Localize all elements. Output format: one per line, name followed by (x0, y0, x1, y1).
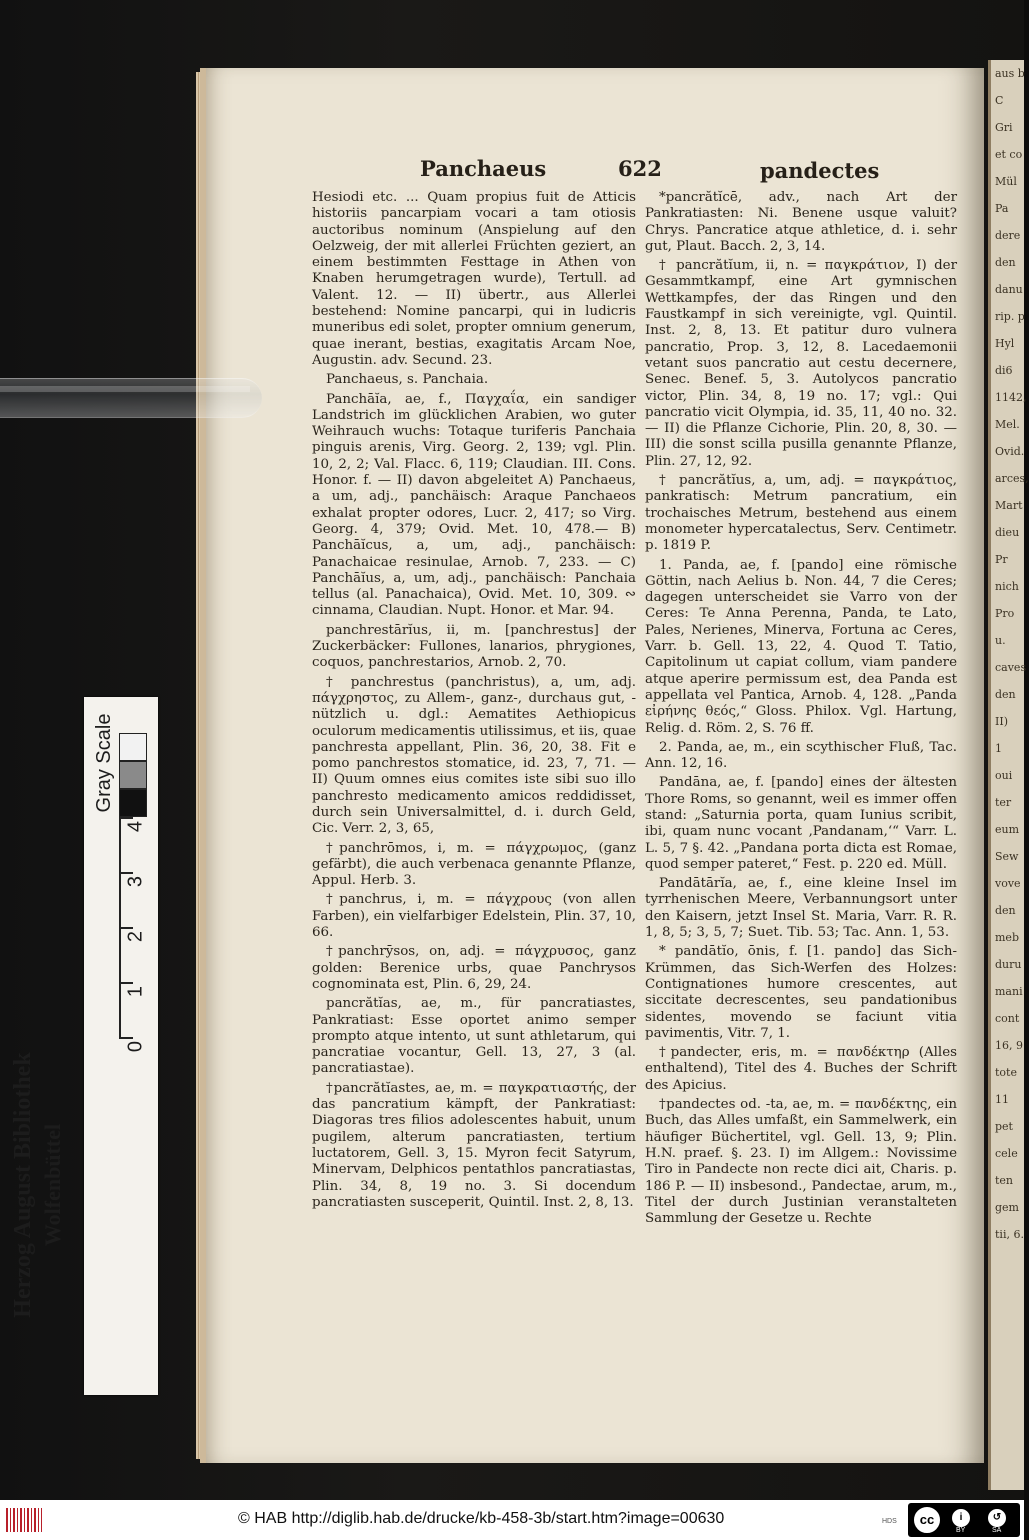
next-page-fragment: 16, 9 (995, 1039, 1023, 1052)
next-page-fragment: caves (995, 661, 1027, 674)
dictionary-entry: † panchrestus (panchristus), a, um, adj. πάγχρηστος, zu Allem-, ganz-, durchaus gut, -nützlich u. dgl.: Aematites Aethiopicus oculorum medicamentis utilissimus, et iis, quae panchresta appellant, Plin. 36, 20, 38. Fit e pomo panchrestos stomatice, id. 23, 7, 71. — II) Quum omnes eius comites iste sibi suo illo panchresto medicamento amicos reddidisset, durch sein Universalmittel, d. i. durch Geld, Cic. Verr. 2, 3, 65, (312, 674, 636, 837)
library-city: Wolfenbüttel (40, 1123, 65, 1247)
next-page-fragment: eum (995, 823, 1020, 836)
next-page-fragment: C (995, 94, 1004, 107)
next-page-fragment: Mart (995, 499, 1023, 512)
next-page-edge (988, 60, 1029, 1490)
dictionary-entry: 2. Panda, ae, m., ein scythischer Fluß, Tac. Ann. 12, 16. (645, 739, 957, 772)
next-page-fragment: rip. p (995, 310, 1025, 323)
gray-scale-label (93, 708, 115, 818)
next-page-fragment: Pa (995, 202, 1009, 215)
next-page-fragment: 11 (995, 1093, 1009, 1106)
dictionary-entry: † pancrătĭus, a, um, adj. = παγκράτιος, pankratisch: Metrum pancratium, ein trochaisches Metrum, bestehend aus einem monometer hypercatalectus, Serv. Centimetr. p. 1819 P. (645, 473, 957, 554)
by-attribution-icon: i (950, 1507, 972, 1529)
dictionary-entry: †pandecter, eris, m. = πανδέκτηρ (Alles enthaltend), Titel des 4. Buches der Schrift des Apicius. (645, 1045, 957, 1093)
dictionary-entry: † pancrătĭum, ii, n. = παγκράτιον, I) der Gesammtkampf, eine Art gymnischen Wettkampfes, der das Ringen und den Faustkampf in sich vereinigte, vgl. Quintil. Inst. 2, 8, 13. Et patitur duro vulnera pancratio, Prop. 3, 12, 8. Lacedaemonii vetant suos pancratio aut cestu decernere, Senec. Benef. 5, 3. Autolycos pancratio victor, Plin. 34, 8, 19 no. 17; vgl.: Qui pancratio vicit Olympia, id. 35, 11, 40 no. 32. — II) die Pflanze Cichorie, Plin. 20, 8, 30. — III) die sonst scilla pusilla genannte Pflanze, Plin. 27, 12, 92. (645, 258, 957, 469)
next-page-fragment: dieu (995, 526, 1020, 539)
dictionary-entry: 1. Panda, ae, f. [pando] eine römische Göttin, nach Aelius b. Non. 44, 7 die Ceres; dagegen unterscheidet sie Varro von der Ceres: Te Anna Perenna, Panda, te Lato, Pales, Nerienes, Minerva, Fortuna ac Ceres, Varr. b. Gell. 13, 22, 4. Quod T. Tatio, Capitolinum ut capiat collum, viam pandere atque aperire permissum est, dea Panda est appellata vel Pantica, Arnob. 4, 128. „Panda εἰρήνης θεός,“ Gloss. Philox. Vgl. Hartung, Relig. d. Röm. 2, S. 76 ff. (645, 557, 957, 736)
next-page-fragment: u. (995, 634, 1006, 647)
header-right-word: pandectes (760, 158, 880, 183)
dictionary-entry: pancrătĭas, ae, m., für pancratiastes, Pankratiast: Esse oportet animo semper prompto atque intento, ut sunt athletarum, qui pancratiae vocantur, Gell. 13, 27, 3 (al. pancratiastae). (312, 996, 636, 1077)
next-page-fragments (991, 60, 1029, 1248)
next-page-fragment: 1142, (995, 391, 1027, 404)
next-page-fragment: pet (995, 1120, 1013, 1133)
source-link[interactable]: © HAB http://diglib.hab.de/drucke/kb-458-3b/start.htm?image=00630 (238, 1510, 725, 1527)
dictionary-entry: Hesiodi etc. ... Quam propius fuit de Atticis historiis pancarpiam vocari a tam otiosis auctoribus nominum (Anspielung auf den Oelzweig, der mit allerlei Früchten geziert, an einem bestimmten Festtage in Athen von Knaben herumgetragen wurde), Tertull. ad Valent. 12. — II) übertr., aus Allerlei bestehend: Nomine pancarpi, qui in ludicris muneribus edi solet, propter omnium generum, quae inerant, bestias, exagitatis Arcam Noe, Augustin. adv. Secund. 23. (312, 190, 636, 368)
next-page-fragment: Ovid. (995, 445, 1025, 458)
next-page-fragment: Sew (995, 850, 1019, 863)
dictionary-entry: panchrestārĭus, ii, m. [panchrestus] der Zuckerbäcker: Fullones, lanarios, phrygiones, coquos, panchrestarios, Arnob. 2, 70. (312, 622, 636, 671)
page-number: 622 (618, 156, 662, 181)
dictionary-entry: Panchaeus, s. Panchaia. (326, 372, 489, 388)
hab-logo-icon (6, 1508, 42, 1532)
next-page-fragment: den (995, 688, 1016, 701)
scanner-clip-shine (0, 386, 250, 392)
ruler-number-1: 1 (124, 985, 147, 998)
next-page-fragment: dere (995, 229, 1021, 242)
next-page-fragment: den (995, 256, 1016, 269)
next-page-fragment: Mül (995, 175, 1017, 188)
next-page-fragment: tii, 6. (995, 1228, 1024, 1241)
next-page-fragment: et co (995, 148, 1023, 161)
running-head (420, 156, 880, 186)
footer-bar (0, 1500, 1024, 1540)
next-page-fragment: arces, (995, 472, 1029, 485)
dictionary-entry: Panchāĭa, ae, f., Παγχαΐα, ein sandiger Landstrich im glücklichen Arabien, wo guter Weihrauch wuchs: Totaque turiferis Panchaia pinguis arenis, Virg. Georg. 2, 139; vgl. Plin. 10, 2, 2; Val. Flacc. 6, 119; Claudian. III. Cons. Honor. f. — II) davon abgeleitet A) Panchaeus, a um, adj., panchäisch: Araque Panchaeos exhalat propter odores, Lucr. 2, 417; so Virg. Georg. 4, 379; Ovid. Met. 10, 478.— B) Panchāĭcus, a, um, adj., panchäisch: Panachaicae resinulae, Arnob. 7, 233. — C) Panchāĭus, a, um, adj., panchäisch: Panchaia tellus (al. Panachaica), Ovid. Met. 10, 309. ∾ cinnama, Claudian. Nupt. Honor. et Mar. 94. (312, 391, 636, 619)
dictionary-entry: †pandectes od. -ta, ae, m. = πανδέκτης, ein Buch, das Alles umfaßt, ein Sammelwerk, ein häufiger Büchertitel, vgl. Gell. 13, 9; Plin. H.N. praef. §. 23. I) im Allgem.: Novissime Tiro in Pandecte non recte dici ait, Charis. p. 186 P. — II) insbesond., Pandectae, arum, m., Titel der durch Justinian veranstalteten Sammlung der Gesetze u. Rechte (645, 1097, 957, 1227)
next-page-fragment: danu (995, 283, 1023, 296)
next-page-fragment: duru (995, 958, 1022, 971)
next-page-fragment: den (995, 904, 1016, 917)
next-page-fragment: tote (995, 1066, 1017, 1079)
header-left-word: Panchaeus (420, 156, 547, 181)
ruler-number-4: 4 (124, 820, 147, 833)
next-page-fragment: mani (995, 985, 1023, 998)
dictionary-entry: * pandātĭo, ōnis, f. [1. pando] das Sich-Krümmen, das Sich-Werfen des Holzes: Contignationes humore crescentes, aut siccitate decrescentes, seu pandationibus sidentes, movendo se faciunt vitia pavimentis, Vitr. 7, 1. (645, 944, 957, 1041)
next-page-fragment: ten (995, 1174, 1014, 1187)
next-page-fragment: Hyl (995, 337, 1015, 350)
gray-swatch-mid (119, 761, 147, 789)
next-page-fragment: oui (995, 769, 1013, 782)
next-page-fragment: di6 (995, 364, 1013, 377)
gray-swatch-black (119, 789, 147, 817)
share-alike-icon: ↺ (986, 1507, 1008, 1529)
left-column (312, 190, 636, 1214)
dictionary-entry: †panchrōmos, i, m. = πάγχρωμος, (ganz gefärbt), die auch verbenaca genannte Pflanze, Appul. Herb. 3. (312, 840, 636, 889)
ruler-number-3: 3 (124, 875, 147, 888)
cc-icon: cc (912, 1505, 942, 1535)
scanner-clip (0, 378, 262, 418)
ruler-number-0: 0 (124, 1040, 147, 1053)
next-page-fragment: cele (995, 1147, 1018, 1160)
dictionary-entry: †panchrus, i, m. = πάγχρους (von allen Farben), ein vielfarbiger Edelstein, Plin. 37, 10, 66. (312, 892, 636, 941)
cc-license-badge[interactable] (908, 1503, 1020, 1537)
next-page-fragment: Pro (995, 607, 1015, 620)
next-page-fragment: II) (995, 715, 1008, 728)
library-label-title (8, 850, 74, 1520)
next-page-fragment: 1 (995, 742, 1002, 755)
dictionary-entry: †pancrătĭastes, ae, m. = παγκρατιαστής, der das pancratium kämpft, der Pankratiast: Diagoras tres filios adolescentes habuit, unum pugilem, alterum pancratiasten, tertium luctatorem, Gell. 3, 15. Myron fecit Satyrum, Minervam, Delphicos pentathlos pancratiastas, Plin. 34, 8, 19 no. 3. Si docendum pancratiasten susceperit, Quintil. Inst. 2, 8, 13. (312, 1080, 636, 1210)
dictionary-entry: Pandāna, ae, f. [pando] eines der ältesten Thore Roms, so genannt, weil es immer offen stand: „Saturnia porta, quam Iunius scribit, ibi, quam nunc vocant ‚Pandanam,‘“ Varr. L. L. 5, 7 §. 42. „Pandana porta dicta est Romae, quod semper pateret,“ Fest. p. 220 ed. Müll. (645, 775, 957, 872)
next-page-fragment: cont (995, 1012, 1020, 1025)
dictionary-entry: Pandātārĭa, ae, f., eine kleine Insel im tyrrhenischen Meere, Verbannungsort unter den Kaisern, jetzt Insel St. Maria, Varr. R. R. 1, 8, 5; 3, 5, 7; Suet. Tib. 53; Tac. Ann. 1, 53. (645, 876, 957, 941)
dictionary-entry: †panchrȳsos, on, adj. = πάγχρυσος, ganz golden: Berenice urbs, quae Panchrysos cognominata est, Plin. 6, 29, 24. (312, 944, 636, 992)
small-code: HDS (882, 1518, 897, 1525)
sa-label: SA (992, 1527, 1002, 1534)
next-page-fragment: nich (995, 580, 1019, 593)
next-page-fragment: Gri (995, 121, 1013, 134)
next-page-fragment: ter (995, 796, 1012, 809)
next-page-fragment: aus b (995, 67, 1025, 80)
next-page-fragment: gem (995, 1201, 1019, 1214)
next-page-fragment: Pr (995, 553, 1008, 566)
ruler-number-2: 2 (124, 930, 147, 943)
by-label: BY (956, 1527, 966, 1534)
gray-swatch-white (119, 733, 147, 761)
gray-scale-text: Gray Scale (93, 713, 115, 813)
library-name: Herzog August Bibliothek (10, 1052, 36, 1318)
next-page-fragment: meb (995, 931, 1019, 944)
dictionary-entry: *pancrătĭcē, adv., nach Art der Pankratiasten: Ni. Benene usque valuit? Chrys. Pancratice atque athletice, d. i. sehr gut, Plaut. Bacch. 2, 3, 14. (645, 190, 957, 254)
next-page-fragment: Mel. (995, 418, 1020, 431)
right-column (645, 190, 957, 1230)
next-page-fragment: vove (995, 877, 1021, 890)
